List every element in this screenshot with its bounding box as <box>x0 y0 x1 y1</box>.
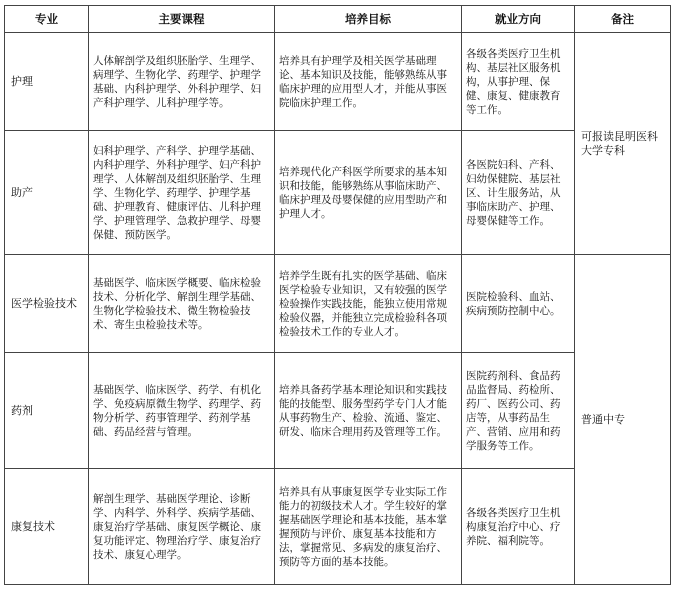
goal-cell: 培养具有护理学及相关医学基础理论、基本知识及技能，能够熟练从事临床护理的应用型人才，并能从事医院临床护理工作。 <box>275 33 462 131</box>
table-row <box>5 353 671 469</box>
header-career: 就业方向 <box>462 6 575 33</box>
header-row <box>5 6 671 33</box>
goal-cell: 培养具有从事康复医学专业实际工作能力的初级技术人才。学生较好的掌握基础医学理论和基本技能，基本掌握预防与评价、康复基本技能和方法，掌握常见、多病发的康复治疗、预防等方面的基本技能。 <box>275 469 462 585</box>
courses-cell: 基础医学、临床医学概要、临床检验技术、分析化学、解剖生理学基础、生物化学检验技术、微生物检验技术、寄生虫检验技术等。 <box>89 255 275 353</box>
table-row <box>5 469 671 585</box>
major-cell: 护理 <box>5 33 89 131</box>
note-cell-upper: 可报读昆明医科大学专科 <box>575 33 671 255</box>
courses-cell: 人体解剖学及组织胚胎学、生理学、病理学、生物化学、药理学、护理学基础、内科护理学、外科护理学、妇产科护理学、儿科护理学等。 <box>89 33 275 131</box>
courses-cell: 妇科护理学、产科学、护理学基础、内科护理学、外科护理学、妇产科护理学、人体解剖及组织胚胎学、生理学、生物化学、药理学、护理学基础、护理教育、健康评估、儿科护理学、护理管理学、急救护理学、母婴保健、预防医学。 <box>89 131 275 255</box>
goal-cell: 培养具备药学基本理论知识和实践技能的技能型、服务型药学专门人才能从事药物生产、检验、流通、鉴定、研发、临床合理用药及管理等工作。 <box>275 353 462 469</box>
career-cell: 医院检验科、血站、疾病预防控制中心。 <box>462 255 575 353</box>
career-cell: 各医院妇科、产科、妇幼保健院、基层社区、计生服务站，从事临床助产、护理、母婴保健等工作。 <box>462 131 575 255</box>
career-cell: 各级各类医疗卫生机构、基层社区服务机构，从事护理、保健、康复、健康教育等工作。 <box>462 33 575 131</box>
major-cell: 康复技术 <box>5 469 89 585</box>
table-row <box>5 33 671 131</box>
major-cell: 医学检验技术 <box>5 255 89 353</box>
courses-cell: 解剖生理学、基础医学理论、诊断学、内科学、外科学、疾病学基础、康复治疗学基础、康复医学概论、康复功能评定、物理治疗学、康复治疗技术、康复心理学。 <box>89 469 275 585</box>
table-row <box>5 131 671 255</box>
table-row <box>5 255 671 353</box>
table-wrapper <box>4 5 671 585</box>
header-goal: 培养目标 <box>275 6 462 33</box>
career-cell: 各级各类医疗卫生机构康复治疗中心、疗养院、福利院等。 <box>462 469 575 585</box>
goal-cell: 培养学生既有扎实的医学基础、临床医学检验专业知识，又有较强的医学检验操作实践技能，能独立使用常规检验仪器，并能独立完成检验科各项检验技术工作的专业人才。 <box>275 255 462 353</box>
major-cell: 药剂 <box>5 353 89 469</box>
header-major: 专业 <box>5 6 89 33</box>
courses-cell: 基础医学、临床医学、药学、有机化学、免疫病原微生物学、药理学、药物分析学、药事管理学、药剂学基础、药品经营与管理。 <box>89 353 275 469</box>
major-cell: 助产 <box>5 131 89 255</box>
header-courses: 主要课程 <box>89 6 275 33</box>
goal-cell: 培养现代化产科医学所要求的基本知识和技能，能够熟练从事临床助产、临床护理及母婴保健的应用型助产和护理人才。 <box>275 131 462 255</box>
note-cell-lower: 普通中专 <box>575 255 671 585</box>
header-note: 备注 <box>575 6 671 33</box>
career-cell: 医院药剂科、食品药品监督局、药检所、药厂、医药公司、药店等，从事药品生产、营销、应用和药学服务等工作。 <box>462 353 575 469</box>
curriculum-table <box>4 5 671 585</box>
